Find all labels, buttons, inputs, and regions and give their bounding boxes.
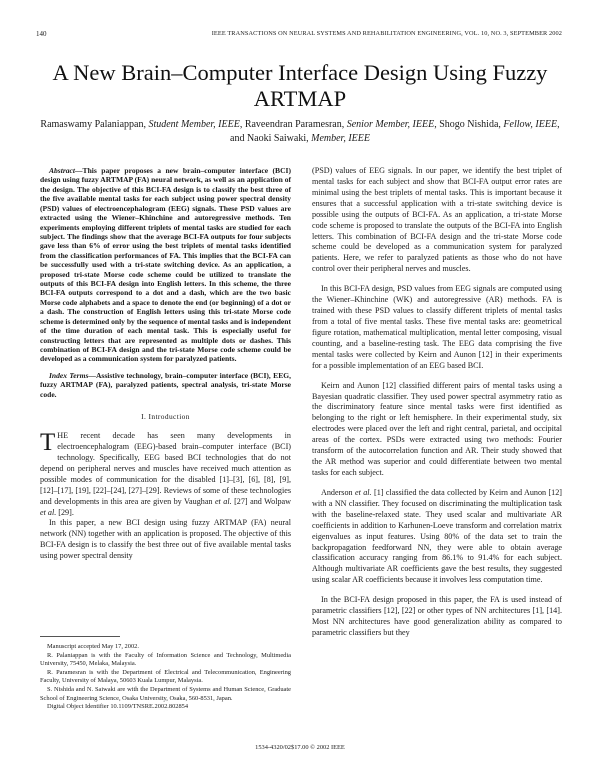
author-3-name: , Shogo Nishida, [434,119,504,130]
footnote-affiliation-3: S. Nishida and N. Saiwaki are with the Department of Systems and Human Science, Graduate School of Engineering Science, Osaka University, Osaka, 560-8531, Japan. [40,685,291,702]
author-1-name: Ramaswamy Palaniappan, [40,119,149,130]
footnote-manuscript: Manuscript accepted May 17, 2002. [47,643,139,650]
body-paragraph-3: Keirn and Aunon [12] classified different pairs of mental tasks using a Bayesian quadratic classifier. They used power spectral asymmetry ratio as the discriminatory feature since mental tasks were first identified as belonging to the right or left hemisphere. In their experimental study, six electrodes were placed over the left and right central, parietal, and occipital areas of the cortex. PSDs were extracted using two methods: Fourier transform of the autocorrelation function and AR. Their study showed that the AR method was superior and could differentiate between two mental tasks for each subject. [312,380,562,477]
drop-cap: T [40,429,56,457]
author-2-role: Senior Member, IEEE [346,119,435,130]
author-4-role: Member, IEEE [311,132,370,144]
intro-paragraph-1: THE recent decade has seen many developments in electroencephalogram (EEG)-based brain–computer interface (BCI) technology. Specifically, EEG based BCI technologies that do not depend on peripheral nerves and muscles have received much attention as possible modes of communication for the disabled [1]–[3], [6], [8], [9], [12]–[17], [19], [22]–[24], [27]–[29]. Reviews of some of these technologies and developments in this area are given by Vaughan et al. [27] and Wolpaw et al. [29]. [40,429,292,517]
body-paragraph-4: Anderson et al. [1] classified the data collected by Keirn and Aunon [12] with a NN classifier. They focused on discriminating the multiplication task with the baseline-relaxed state. They used scalar and multivariate AR coefficients in addition to Karhunen-Loeve transform and correlation matrix eigenvalues as input features. Using 80% of the data set to train the backpropagation feedforward NN, they were able to obtain average classification accuracy ranging from 86.1% to 91.4% for each subject. Although multivariate AR coefficients gave the best results, they suggested using scalar AR coefficients because it involves less computation time. [312,487,562,585]
footnote-doi: Digital Object Identifier 10.1109/TNSRE.2002.802854 [47,703,189,711]
index-terms [40,371,291,399]
section-heading-introduction: I. Introduction [141,412,190,422]
running-header: IEEE TRANSACTIONS ON NEURAL SYSTEMS AND REHABILITATION ENGINEERING, VOL. 10, NO. 3, SEPTEMBER 2002 [211,30,562,37]
author-1-role: Student Member, IEEE [148,119,240,130]
paper-title: A New Brain–Computer Interface Design Using Fuzzy ARTMAP [52,60,548,111]
abstract [40,166,291,364]
abstract-text: This paper proposes a new brain–computer interface (BCI) design using fuzzy ARTMAP (FA) neural network, as well as an application of the design. The objective of this BCI-FA design is to classify the best three of the five available mental tasks for each subject using power spectral density (PSD) values of electroencephalogram (EEG) signals. These PSD values are extracted using the Wiener–Khinchine and autoregressive methods. Ten experiments employing different triplets of mental tasks are studied for each subject. The findings show that the average BCI-FA outputs for four subjects gave less than 6% of error using the best triplets of mental tasks identified from the classification performances of FA. This implies that the BCI-FA can be successfully used with a tri-state switching device. As an application, a proposed tri-state Morse code scheme could be utilized to translate the outputs of this BCI-FA design into English letters. In this scheme, the three BCI-FA outputs correspond to a dot and a dash, which are the two basic Morse code alphabets and a space to denote the end (or beginning) of a dot or a dash. The construction of English letters using this tri-state Morse code scheme is determined only by the sequence of mental tasks and is independent of the time duration of each mental task. This is especially useful for constructing letters that are represented as multiple dots or dashes. This combination of BCI-FA design and the tri-state Morse code scheme could be developed as a communication system for paralyzed patients. [40,166,291,364]
body-paragraph-2: In this BCI-FA design, PSD values from EEG signals are computed using the Wiener–Khinchine (WK) and autoregressive (AR) methods. FA is trained with these PSD values to classify different triplets of mental tasks from a total of five mental tasks. These five mental tasks are: geometrical figure rotation, mathematical multiplication, mental letter composing, visual counting, and a baseline-resting task. The EEG data comprising the five mental tasks were collected by Keirn and Aunon [12] in their experiments for a possible implementation of an EEG based BCI. [312,284,562,370]
copyright-footer: 1534-4320/02$17.00 © 2002 IEEE [255,744,345,751]
footnote-affiliation-2: R. Paramesran is with the Department of Electrical and Telecommunication, Engineering Faculty, University of Malaya, 50603 Kuala Lumpur, Malaysia. [40,668,291,685]
author-list [40,118,560,145]
author-2-name: , Raveendran Paramesran, [239,119,347,130]
footnotes [40,643,291,712]
left-column [40,166,291,562]
page-number: 140 [36,30,47,38]
author-4-name: , and Naoki Saiwaki, [230,119,560,144]
index-terms-text: Assistive technology, brain–computer interface (BCI), EEG, fuzzy ARTMAP (FA), paralyzed patients, spectral analysis, tri-state Morse code. [40,370,291,399]
body-paragraph-1: (PSD) values of EEG signals. In our paper, we identify the best triplet of mental tasks for each subject and show that BCI-FA output error rates are minimal using the best triplets of mental tasks. This is important because it ensures that a successful application with a tri-state switching device is possible using the outputs of BCI-FA. As an application, a tri-state Morse code scheme is proposed to translate the outputs of the BCI-FA into English letters. This combination of BCI-FA design and the tri-state Morse code scheme could be developed as a communication system for paralyzed patients. Here, we refer to paralyzed patients as those who do not have control over their peripheral nerves and muscles. [312,166,562,274]
footnote-rule [40,636,120,637]
right-column [312,166,562,639]
footnote-affiliation-1: R. Palaniappan is with the Faculty of Information Science and Technology, Multimedia University, 75450, Melaka, Malaysia. [40,651,291,668]
abstract-label: Abstract— [49,166,83,175]
intro-paragraph-2: In this paper, a new BCI design using fuzzy ARTMAP (FA) neural network (NN) together with an application is proposed. The objective of this BCI-FA design is to classify the best three out of five available mental tasks using power spectral density [40,518,291,561]
index-terms-label: Index Terms— [49,370,96,380]
author-3-role: Fellow, IEEE [503,119,558,130]
body-paragraph-5: In the BCI-FA design proposed in this paper, the FA is used instead of parametric classifiers [12], [22] or other types of NN architectures [1], [14]. Most NN architectures have good generalization ability as compared to parametric classifiers but they [312,595,562,637]
